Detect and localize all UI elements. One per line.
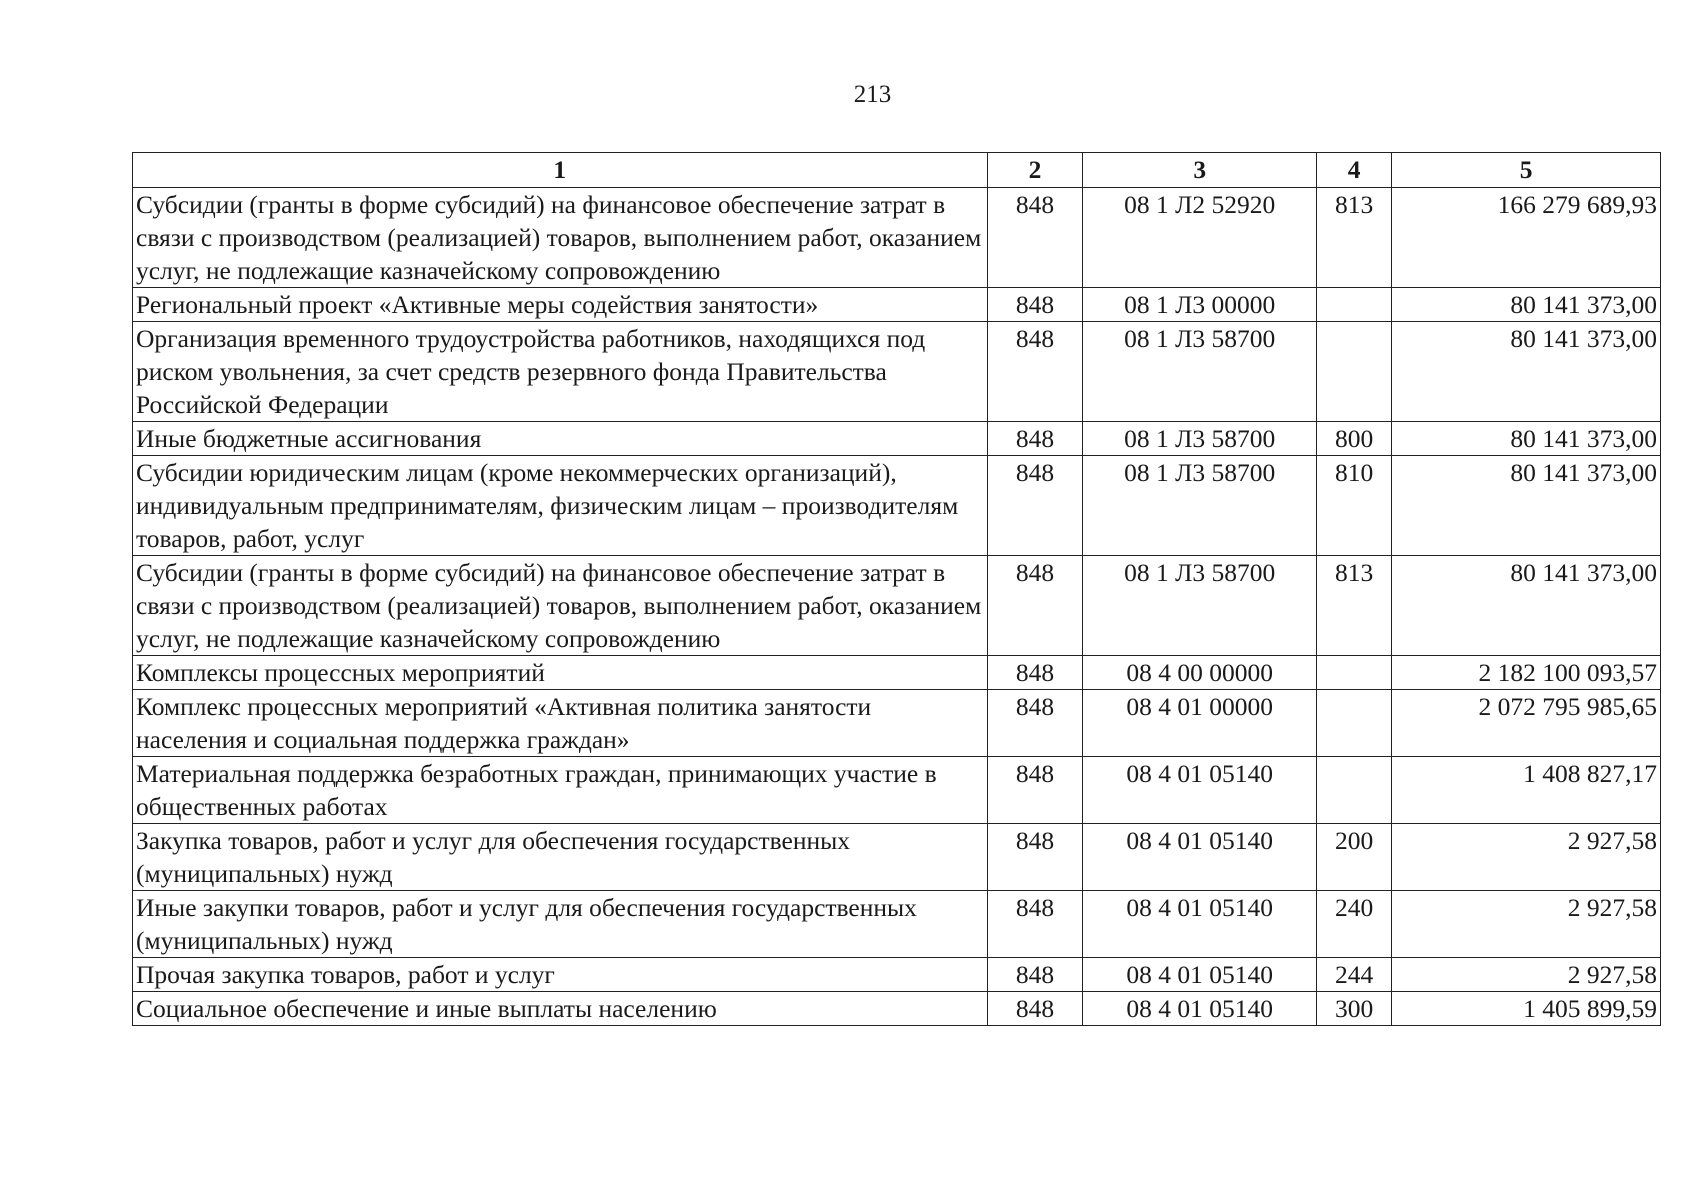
row-dept-code: 848 [987, 992, 1083, 1026]
row-dept-code: 848 [987, 891, 1083, 958]
row-target-code: 08 1 Л3 00000 [1083, 288, 1317, 322]
table-row [133, 556, 1661, 656]
column-header: 1 [133, 153, 988, 188]
row-dept-code: 848 [987, 188, 1083, 288]
row-expense-type [1317, 757, 1392, 824]
table-row [133, 188, 1661, 288]
row-target-code: 08 4 01 05140 [1083, 992, 1317, 1026]
row-target-code: 08 4 00 00000 [1083, 656, 1317, 690]
row-dept-code: 848 [987, 656, 1083, 690]
row-target-code: 08 1 Л3 58700 [1083, 456, 1317, 556]
row-name: Организация временного трудоустройства работников, находящихся под риском увольнения, за счет средств резервного фонда Правительства Российской Федерации [133, 322, 988, 422]
row-sum: 80 141 373,00 [1392, 322, 1661, 422]
row-target-code: 08 4 01 05140 [1083, 891, 1317, 958]
row-dept-code: 848 [987, 322, 1083, 422]
column-header: 3 [1083, 153, 1317, 188]
table-row [133, 958, 1661, 992]
row-expense-type: 800 [1317, 422, 1392, 456]
row-target-code: 08 4 01 05140 [1083, 824, 1317, 891]
row-name: Прочая закупка товаров, работ и услуг [133, 958, 988, 992]
row-expense-type [1317, 322, 1392, 422]
table-row [133, 824, 1661, 891]
column-header: 2 [987, 153, 1083, 188]
table-row [133, 322, 1661, 422]
row-dept-code: 848 [987, 690, 1083, 757]
budget-table [132, 152, 1661, 1026]
row-dept-code: 848 [987, 456, 1083, 556]
row-expense-type: 240 [1317, 891, 1392, 958]
table-header-row [133, 153, 1661, 188]
row-expense-type: 813 [1317, 556, 1392, 656]
table-row [133, 891, 1661, 958]
row-expense-type [1317, 656, 1392, 690]
table-row [133, 656, 1661, 690]
row-sum: 2 927,58 [1392, 891, 1661, 958]
row-name: Комплекс процессных мероприятий «Активная политика занятости населения и социальная поддержка граждан» [133, 690, 988, 757]
row-name: Субсидии (гранты в форме субсидий) на финансовое обеспечение затрат в связи с производством (реализацией) товаров, выполнением работ, оказанием услуг, не подлежащие казначейскому сопровождению [133, 556, 988, 656]
column-header: 4 [1317, 153, 1392, 188]
row-sum: 2 927,58 [1392, 824, 1661, 891]
row-dept-code: 848 [987, 958, 1083, 992]
row-name: Комплексы процессных мероприятий [133, 656, 988, 690]
table-row [133, 422, 1661, 456]
row-dept-code: 848 [987, 288, 1083, 322]
row-sum: 80 141 373,00 [1392, 456, 1661, 556]
row-expense-type [1317, 288, 1392, 322]
row-dept-code: 848 [987, 824, 1083, 891]
row-name: Иные бюджетные ассигнования [133, 422, 988, 456]
row-name: Субсидии (гранты в форме субсидий) на финансовое обеспечение затрат в связи с производством (реализацией) товаров, выполнением работ, оказанием услуг, не подлежащие казначейскому сопровождению [133, 188, 988, 288]
row-sum: 2 182 100 093,57 [1392, 656, 1661, 690]
row-sum: 80 141 373,00 [1392, 422, 1661, 456]
row-target-code: 08 1 Л3 58700 [1083, 422, 1317, 456]
row-sum: 80 141 373,00 [1392, 288, 1661, 322]
row-expense-type [1317, 690, 1392, 757]
row-expense-type: 810 [1317, 456, 1392, 556]
row-sum: 80 141 373,00 [1392, 556, 1661, 656]
table-row [133, 690, 1661, 757]
table-row [133, 757, 1661, 824]
row-sum: 166 279 689,93 [1392, 188, 1661, 288]
row-name: Материальная поддержка безработных граждан, принимающих участие в общественных работах [133, 757, 988, 824]
row-target-code: 08 4 01 05140 [1083, 958, 1317, 992]
row-expense-type: 813 [1317, 188, 1392, 288]
row-sum: 2 927,58 [1392, 958, 1661, 992]
row-name: Социальное обеспечение и иные выплаты населению [133, 992, 988, 1026]
row-sum: 1 408 827,17 [1392, 757, 1661, 824]
row-dept-code: 848 [987, 422, 1083, 456]
table-row [133, 456, 1661, 556]
row-target-code: 08 4 01 00000 [1083, 690, 1317, 757]
row-name: Иные закупки товаров, работ и услуг для обеспечения государственных (муниципальных) нужд [133, 891, 988, 958]
row-target-code: 08 1 Л2 52920 [1083, 188, 1317, 288]
row-name: Региональный проект «Активные меры содействия занятости» [133, 288, 988, 322]
row-sum: 2 072 795 985,65 [1392, 690, 1661, 757]
row-target-code: 08 4 01 05140 [1083, 757, 1317, 824]
table-row [133, 992, 1661, 1026]
row-sum: 1 405 899,59 [1392, 992, 1661, 1026]
row-dept-code: 848 [987, 757, 1083, 824]
page-number: 213 [853, 81, 892, 108]
row-expense-type: 244 [1317, 958, 1392, 992]
row-name: Закупка товаров, работ и услуг для обеспечения государственных (муниципальных) нужд [133, 824, 988, 891]
column-header: 5 [1392, 153, 1661, 188]
row-target-code: 08 1 Л3 58700 [1083, 556, 1317, 656]
row-expense-type: 200 [1317, 824, 1392, 891]
row-expense-type: 300 [1317, 992, 1392, 1026]
row-name: Субсидии юридическим лицам (кроме некоммерческих организаций), индивидуальным предпринимателям, физическим лицам – производителям товаров, работ, услуг [133, 456, 988, 556]
row-target-code: 08 1 Л3 58700 [1083, 322, 1317, 422]
table-row [133, 288, 1661, 322]
row-dept-code: 848 [987, 556, 1083, 656]
